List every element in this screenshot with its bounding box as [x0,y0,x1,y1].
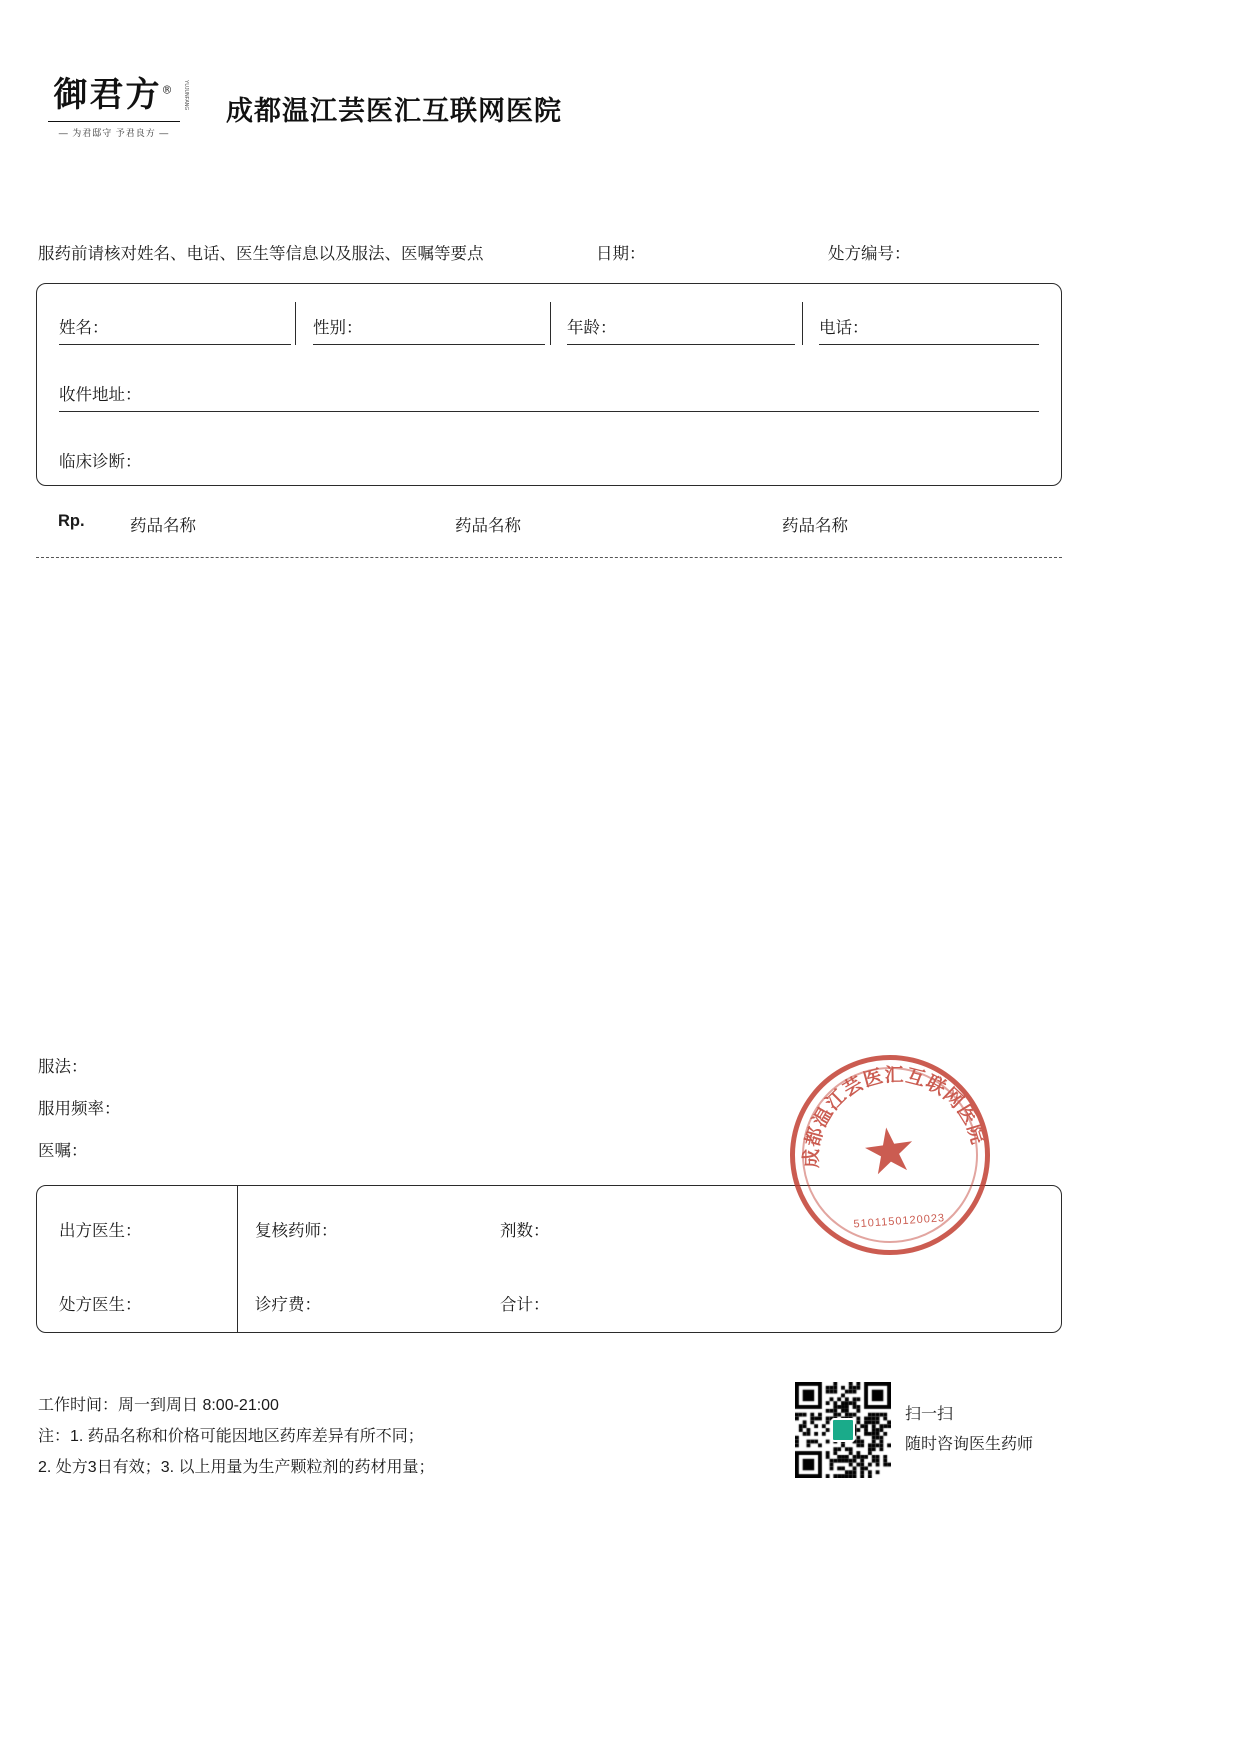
hospital-name: 成都温江芸医汇互联网医院 [226,95,562,126]
age-label: 年龄： [567,319,617,337]
official-seal-stamp [777,1042,1003,1268]
work-hours: 工作时间：周一到周日 8:00-21:00 [38,1397,279,1414]
patient-row-2 [37,351,1061,418]
patient-row-1 [37,284,1061,351]
consult-label: 随时咨询医生药师 [905,1436,1034,1453]
name-label: 姓名： [59,319,109,337]
qr-section [795,1382,1033,1478]
frequency-label: 服用频率： [38,1100,121,1118]
document-header [44,75,562,139]
scan-label: 扫一扫 [905,1405,954,1423]
name-input-line[interactable] [59,344,291,345]
logo-text: 御君方 [53,75,162,115]
seal-arc-label: 成都温江芸医汇互联网医院 [800,1064,990,1169]
prescriber-label: 处方医生： [59,1296,142,1314]
drug-column-3-header: 药品名称 [782,517,848,535]
logo-tagline: — 为君邸守 予君良方 — [58,127,170,138]
address-label: 收件地址： [59,386,142,404]
registered-mark-icon: ® [161,83,175,97]
qr-labels [905,1400,1033,1461]
age-input-line[interactable] [567,344,795,345]
divider-3 [802,302,803,345]
seal-star-icon: ★ [857,1113,922,1190]
footer-notes [38,1390,434,1484]
usage-label: 服法： [38,1058,88,1076]
rp-label: Rp. [58,512,85,530]
qr-code[interactable] [795,1382,891,1478]
advice-label: 医嘱： [38,1142,88,1160]
logo-divider [48,121,180,122]
qr-center-logo-icon [831,1418,855,1442]
dose-count-label: 剂数： [500,1222,550,1240]
pharmacist-label: 复核药师： [255,1222,338,1240]
logo-vertical-text: YUJUNFANG [183,80,189,111]
brand-logo [44,75,189,139]
prescription-number-label: 处方编号： [828,245,911,263]
patient-row-3 [37,418,1061,485]
note-line-2: 2. 处方3日有效；3. 以上用量为生产颗粒剂的药材用量； [38,1459,435,1477]
doctor-label: 出方医生： [59,1222,142,1240]
gender-label: 性别： [313,319,363,337]
notice-text: 服药前请核对姓名、电话、医生等信息以及服法、医嘱等要点 [38,245,484,263]
drug-column-1-header: 药品名称 [130,517,196,535]
drug-list-separator [36,557,1062,558]
logo-wordmark [44,75,184,115]
fee-label: 诊疗费： [255,1296,321,1314]
divider-2 [550,302,551,345]
seal-code: 5101150120023 [853,1212,946,1231]
phone-input-line[interactable] [819,344,1039,345]
total-label: 合计： [500,1296,550,1314]
gender-input-line[interactable] [313,344,545,345]
drug-column-2-header: 药品名称 [455,517,521,535]
signature-divider [237,1186,238,1332]
address-input-line[interactable] [59,411,1039,412]
patient-info-box [36,283,1062,486]
diagnosis-label: 临床诊断： [59,453,142,471]
date-label: 日期： [596,245,646,263]
divider-1 [295,302,296,345]
note-line-1: 注：1. 药品名称和价格可能因地区药库差异有所不同； [38,1428,424,1446]
phone-label: 电话： [819,319,869,337]
